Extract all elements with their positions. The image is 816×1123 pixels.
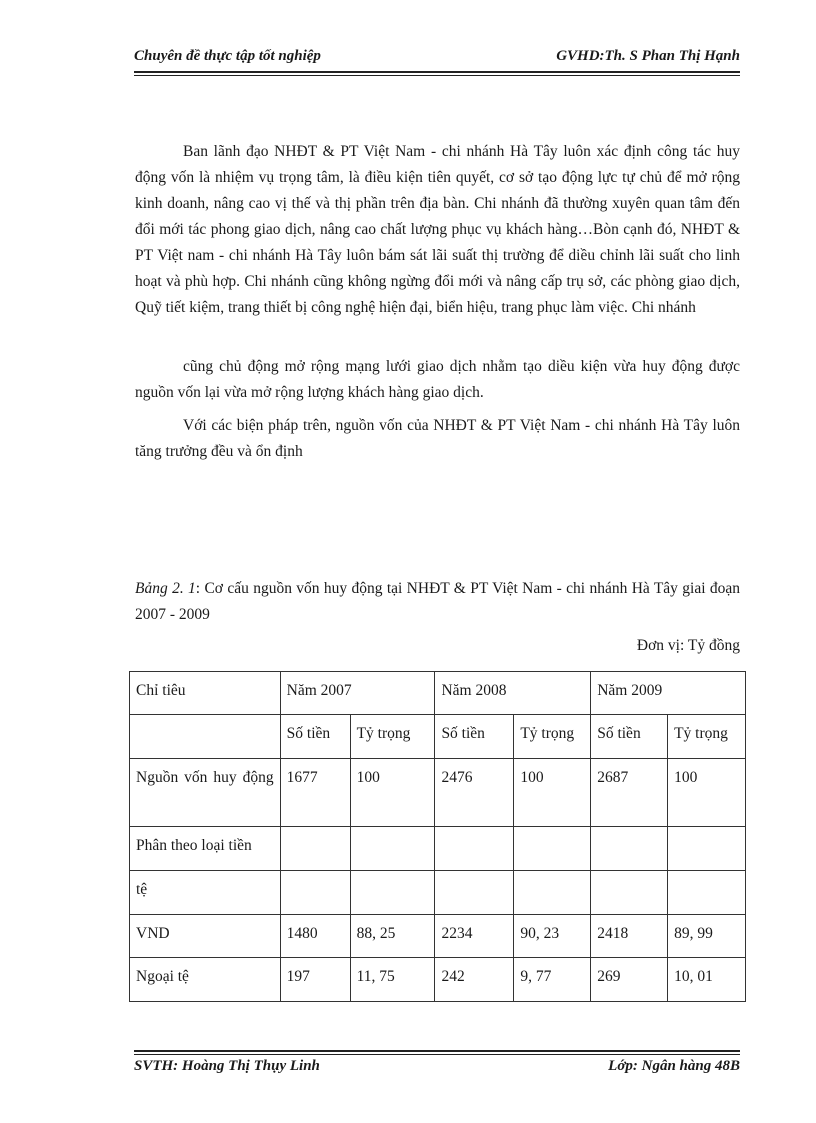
table-cell: 100: [514, 759, 591, 827]
table-cell: 2234: [435, 915, 514, 958]
capital-structure-table: [129, 671, 746, 1002]
table-cell: 100: [668, 759, 746, 827]
subheader-share: Tỷ trọng: [350, 715, 435, 759]
table-cell: 100: [350, 759, 435, 827]
table-cell: [350, 871, 435, 915]
table-cell: 242: [435, 958, 514, 1002]
table-cell: [435, 871, 514, 915]
table-row: [130, 915, 746, 958]
table-cell: [280, 827, 350, 871]
subheader-share: Tỷ trọng: [668, 715, 746, 759]
table-cell: [435, 827, 514, 871]
table-cell: [350, 827, 435, 871]
table-cell: 2687: [591, 759, 668, 827]
footer-rule-thin: [134, 1054, 740, 1055]
footer-class: Lớp: Ngân hàng 48B: [608, 1058, 740, 1074]
page-header: [134, 48, 740, 65]
row-label: VND: [130, 915, 281, 958]
header-indicator: Chỉ tiêu: [130, 672, 281, 715]
body-paragraph-1: Ban lãnh đạo NHĐT & PT Việt Nam - chi nhánh Hà Tây luôn xác định công tác huy động vốn là nhiệm vụ trọng tâm, là điều kiện tiên quyết, cơ sở tạo động lực tự chủ để mở rộng kinh doanh, nâng cao vị thế và thị phần trên địa bàn. Chi nhánh đã thường xuyên quan tâm đến đổi mới tác phong giao dịch, nâng cao chất lượng phục vụ khách hàng…Bòn cạnh đó, NHĐT & PT Việt nam - chi nhánh Hà Tây luôn bám sát lãi suất thị trường để diều chỉnh lãi suất cho linh hoạt và phù hợp. Chi nhánh cũng không ngừng đổi mới và nâng cấp trụ sở, các phòng giao dịch, Quỹ tiết kiệm, trang thiết bị công nghệ hiện đại, biển hiệu, trang phục làm việc. Chi nhánh: [135, 143, 740, 316]
row-label: Ngoại tệ: [130, 958, 281, 1002]
subheader-empty: [130, 715, 281, 759]
header-year-2009: Năm 2009: [591, 672, 746, 715]
row-label: Phân theo loại tiền: [130, 827, 281, 871]
table-cell: 9, 77: [514, 958, 591, 1002]
table-cell: 11, 75: [350, 958, 435, 1002]
table-cell: 10, 01: [668, 958, 746, 1002]
body-paragraph-2: cũng chủ động mở rộng mạng lưới giao dịch nhằm tạo diều kiện vừa huy động được nguồn vốn lại vừa mở rộng lượng khách hàng giao dịch.: [135, 358, 740, 401]
table-cell: 197: [280, 958, 350, 1002]
table-cell: 2476: [435, 759, 514, 827]
body-paragraph-3: Với các biện pháp trên, nguồn vốn của NHĐT & PT Việt Nam - chi nhánh Hà Tây luôn tăng trưởng đều và ổn định: [135, 417, 740, 460]
table-unit: Đơn vị: Tỷ đồng: [636, 637, 740, 654]
table-cell: 89, 99: [668, 915, 746, 958]
table-cell: 88, 25: [350, 915, 435, 958]
table-cell: 90, 23: [514, 915, 591, 958]
subheader-amount: Số tiền: [435, 715, 514, 759]
table-row: [130, 958, 746, 1002]
table-cell: 2418: [591, 915, 668, 958]
table-row: [130, 759, 746, 827]
subheader-share: Tỷ trọng: [514, 715, 591, 759]
footer-rule: [134, 1050, 740, 1052]
header-rule: [134, 71, 740, 73]
table-cell: [668, 827, 746, 871]
subheader-amount: Số tiền: [591, 715, 668, 759]
table-subheader-row: [130, 715, 746, 759]
table-caption-text: : Cơ cấu nguồn vốn huy động tại NHĐT & PT Việt Nam - chi nhánh Hà Tây giai đoạn 2007 - 2009: [135, 580, 740, 623]
footer-student: SVTH: Hoàng Thị Thụy Linh: [134, 1058, 320, 1074]
table-caption: [135, 576, 740, 628]
table-cell: 269: [591, 958, 668, 1002]
table-cell: [591, 827, 668, 871]
table-cell: [514, 871, 591, 915]
header-thesis-title: Chuyên đề thực tập tốt nghiệp: [134, 48, 321, 64]
table-cell: [514, 827, 591, 871]
header-rule-thin: [134, 75, 740, 76]
header-year-2008: Năm 2008: [435, 672, 591, 715]
table-cell: [668, 871, 746, 915]
page-footer: [134, 1058, 740, 1075]
table-cell: [591, 871, 668, 915]
table-row: [130, 827, 746, 871]
subheader-amount: Số tiền: [280, 715, 350, 759]
table-caption-label: Bảng 2. 1: [135, 580, 196, 597]
header-year-2007: Năm 2007: [280, 672, 435, 715]
row-label: Nguồn vốn huy động: [130, 759, 281, 827]
table-header-row: [130, 672, 746, 715]
table-cell: 1677: [280, 759, 350, 827]
table-row: [130, 871, 746, 915]
row-label: tệ: [130, 871, 281, 915]
table-cell: 1480: [280, 915, 350, 958]
table-cell: [280, 871, 350, 915]
header-supervisor: GVHD:Th. S Phan Thị Hạnh: [556, 48, 740, 64]
